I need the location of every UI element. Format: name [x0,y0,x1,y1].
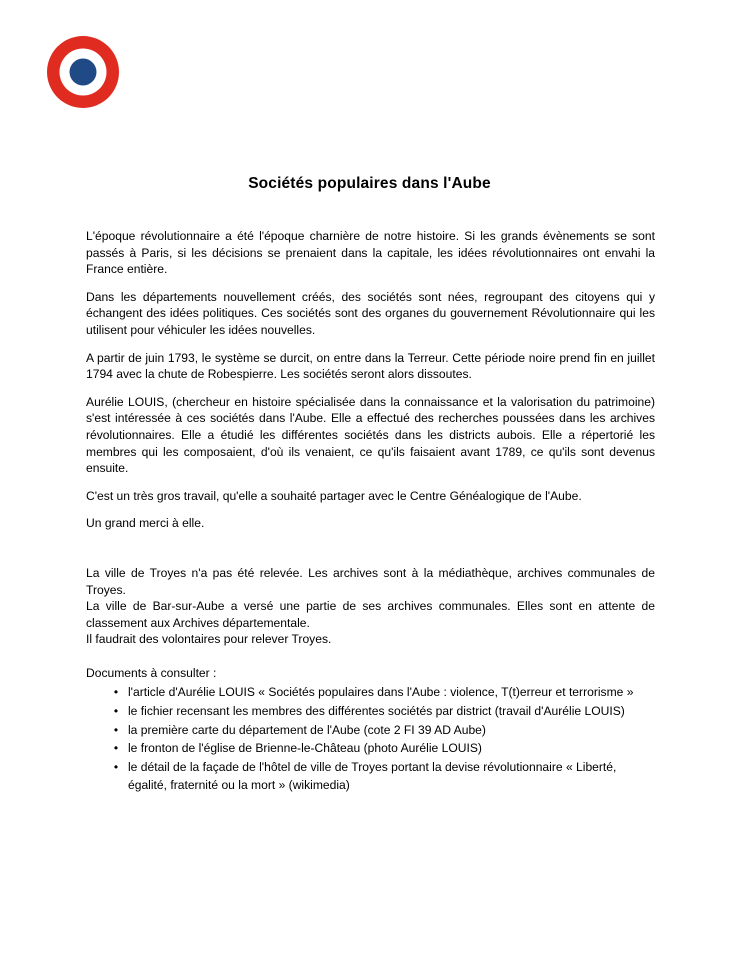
spacer [86,648,655,665]
cockade-icon [46,35,120,109]
list-item-label: le fronton de l'église de Brienne-le-Château (photo Aurélie LOUIS) [128,741,482,756]
paragraph-travail: C'est un très gros travail, qu'elle a souhaité partager avec le Centre Généalogique de l'Aube. [86,488,582,503]
paragraph-intro: L'époque révolutionnaire a été l'époque charnière de notre histoire. Si les grands évènements se sont passés à Paris, si les décisions se prenaient dans la capitale, les idées révolutionnaires ont envahi la France entière. [86,229,655,277]
documents-section-label: Documents à consulter : [86,665,217,680]
page-title: Sociétés populaires dans l'Aube [248,175,491,193]
spacer [86,543,655,565]
list-item-label: le détail de la façade de l'hôtel de ville de Troyes portant la devise révolutionnaire « Liberté, égalité, fraternité ou la mort » (wikimedia) [128,759,617,793]
bullet-icon: • [113,759,119,774]
list-item-label: la première carte du département de l'Aube (cote 2 FI 39 AD Aube) [128,722,486,737]
paragraph-aurelie-louis: Aurélie LOUIS, (chercheur en histoire spécialisée dans la connaissance et la valorisation du patrimoine) s'est intéressée à ces sociétés dans l'Aube. Elle a effectué des recherches poussées dans les archives révolutionnaires. Elle a étudié les différentes sociétés dans les districts aubois. Elle a répertorié les membres qui les composaient, d'où ils venaient, ce qu'ils faisaient avant 1789, ce qu'ils sont devenus ensuite. [86,394,655,476]
list-item [113,758,655,795]
documents-list [86,683,655,795]
bullet-icon: • [113,685,119,700]
list-item [113,739,655,758]
bullet-icon: • [113,722,119,737]
list-item-label: l'article d'Aurélie LOUIS « Sociétés populaires dans l'Aube : violence, T(t)erreur et terrorisme » [128,685,634,700]
archives-line-bar-sur-aube: La ville de Bar-sur-Aube a versé une partie de ses archives communales. Elles sont en attente de classement aux Archives départementale. [86,599,655,630]
list-item [113,721,655,740]
archives-line-volontaires: Il faudrait des volontaires pour relever Troyes. [86,632,332,647]
paragraph-merci: Un grand merci à elle. [86,516,205,531]
paragraph-departements: Dans les départements nouvellement créés, des sociétés sont nées, regroupant des citoyens qui y échangent des idées politiques. Ces sociétés sont des organes du gouvernement Révolutionnaire qui les utilisent pour véhiculer les idées nouvelles. [86,289,655,337]
list-item [113,683,655,702]
bullet-icon: • [113,704,119,719]
list-item-label: le fichier recensant les membres des différentes sociétés par district (travail d'Aurélie LOUIS) [128,704,625,719]
list-item [113,702,655,721]
french-cockade-logo [46,35,120,109]
paragraph-terreur: A partir de juin 1793, le système se durcit, on entre dans la Terreur. Cette période noire prend fin en juillet 1794 avec la chute de Robespierre. Les sociétés seront alors dissoutes. [86,350,655,382]
archives-block [86,565,655,648]
bullet-icon: • [113,741,119,756]
document-body [86,228,655,795]
archives-line-troyes: La ville de Troyes n'a pas été relevée. Les archives sont à la médiathèque, archives communales de Troyes. [86,565,655,597]
